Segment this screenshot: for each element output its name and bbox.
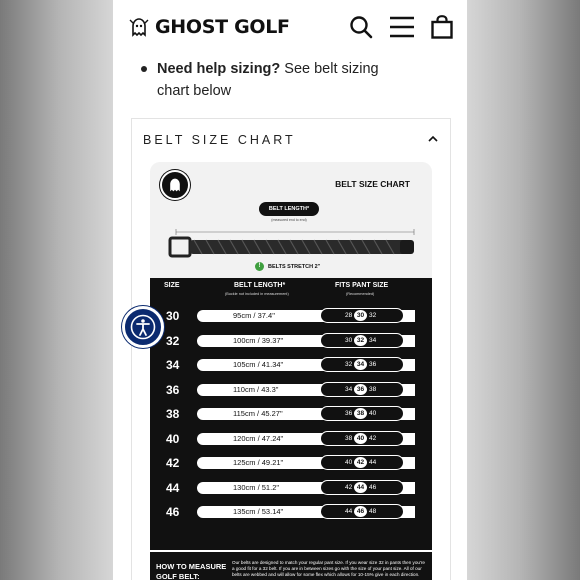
row-size: 34 bbox=[166, 358, 180, 372]
table-row bbox=[150, 378, 432, 403]
fits-pill bbox=[320, 308, 404, 323]
mobile-page bbox=[113, 0, 467, 580]
row-size: 44 bbox=[166, 480, 180, 495]
stretch-icon: ! bbox=[255, 262, 264, 271]
fits-high: 40 bbox=[369, 410, 377, 417]
stretch-label: BELTS STRETCH 2" bbox=[268, 263, 321, 270]
row-size: 32 bbox=[166, 333, 180, 348]
brand-logo[interactable] bbox=[129, 16, 290, 38]
row-length: 125cm / 49.21" bbox=[233, 458, 284, 467]
fits-high: 42 bbox=[369, 434, 377, 442]
row-size: 30 bbox=[166, 309, 180, 323]
belt-length-note: (measured end to end) bbox=[271, 218, 307, 222]
table-row bbox=[150, 500, 432, 525]
fits-low: 36 bbox=[345, 410, 353, 417]
fits-mid: 36 bbox=[354, 384, 367, 395]
row-size: 38 bbox=[166, 407, 180, 421]
table-row bbox=[150, 304, 432, 329]
table-row bbox=[150, 427, 432, 452]
stretch-note bbox=[255, 262, 320, 271]
fits-low: 40 bbox=[345, 459, 353, 466]
cart-icon[interactable] bbox=[431, 15, 453, 39]
fits-pill bbox=[320, 480, 404, 495]
fits-pill bbox=[320, 382, 404, 397]
ghost-logo-icon bbox=[129, 17, 149, 37]
fits-mid: 34 bbox=[354, 359, 367, 370]
fits-pill bbox=[320, 357, 404, 372]
fits-low: 42 bbox=[345, 483, 353, 491]
sizing-help-text: See belt sizing chart below bbox=[157, 61, 379, 99]
row-size: 40 bbox=[166, 431, 180, 446]
fits-high: 48 bbox=[369, 508, 377, 515]
search-icon[interactable] bbox=[349, 15, 373, 39]
accessibility-icon bbox=[130, 314, 156, 340]
row-length: 95cm / 37.4" bbox=[233, 311, 275, 320]
fits-mid: 40 bbox=[354, 433, 367, 444]
fits-pill bbox=[320, 406, 404, 421]
chart-title: BELT SIZE CHART bbox=[335, 179, 410, 189]
fits-high: 46 bbox=[369, 483, 377, 491]
belt-illustration bbox=[162, 222, 424, 260]
col-length-note: (Buckle not included in measurement) bbox=[225, 292, 289, 296]
fits-mid: 38 bbox=[354, 408, 367, 419]
fits-mid: 42 bbox=[354, 457, 367, 468]
chart-header-panel bbox=[150, 162, 432, 278]
how-to-measure bbox=[150, 550, 432, 580]
col-fits: FITS PANT SIZE bbox=[335, 282, 389, 289]
row-length: 100cm / 39.37" bbox=[233, 335, 284, 345]
fits-low: 44 bbox=[345, 508, 353, 515]
fits-high: 38 bbox=[369, 385, 377, 393]
chevron-up-icon[interactable] bbox=[428, 135, 438, 142]
row-length: 105cm / 41.34" bbox=[233, 360, 284, 369]
row-size: 46 bbox=[166, 505, 180, 519]
row-size: 42 bbox=[166, 456, 180, 470]
row-size: 36 bbox=[166, 382, 180, 397]
brand-name: GHOST GOLF bbox=[155, 16, 290, 38]
fits-high: 36 bbox=[369, 361, 377, 368]
sizing-help-bold: Need help sizing? bbox=[157, 61, 281, 77]
fits-low: 32 bbox=[345, 361, 353, 368]
fits-mid: 46 bbox=[354, 506, 367, 517]
fits-mid: 32 bbox=[354, 335, 367, 346]
sizing-help-bullet bbox=[157, 58, 397, 102]
measure-text: Our belts are designed to match your regular pant size. If you wear size 32 in pants then you're a good fit for a 32 belt. If you are in between sizes go with the size of your pant size. All of our belts are webbed and will allow for some flex which allows for 10-15% give in each direction. bbox=[232, 560, 425, 578]
table-row bbox=[150, 353, 432, 378]
table-header bbox=[150, 278, 432, 302]
col-fits-note: (Recommended) bbox=[346, 292, 375, 296]
fits-high: 32 bbox=[369, 312, 377, 319]
fits-mid: 44 bbox=[354, 482, 367, 493]
fits-mid: 30 bbox=[354, 310, 367, 321]
fits-low: 38 bbox=[345, 434, 353, 442]
col-size: SIZE bbox=[164, 282, 180, 289]
col-length: BELT LENGTH* bbox=[234, 282, 286, 289]
fits-low: 30 bbox=[345, 336, 353, 344]
row-length: 115cm / 45.27" bbox=[233, 409, 283, 418]
size-chart-image bbox=[150, 162, 432, 580]
row-length: 110cm / 43.3" bbox=[233, 384, 279, 394]
fits-high: 44 bbox=[369, 459, 377, 466]
table-row bbox=[150, 402, 432, 427]
fits-high: 34 bbox=[369, 336, 377, 344]
fits-pill bbox=[320, 431, 404, 446]
fits-low: 28 bbox=[345, 312, 353, 319]
menu-icon[interactable] bbox=[389, 16, 415, 38]
belt-size-chart-accordion bbox=[131, 118, 451, 580]
accessibility-button[interactable] bbox=[122, 306, 164, 348]
table-row bbox=[150, 476, 432, 501]
measure-title: HOW TO MEASURE GOLF BELT: bbox=[156, 562, 227, 580]
size-table-body bbox=[150, 302, 432, 580]
accordion-title[interactable]: BELT SIZE CHART bbox=[143, 133, 296, 147]
row-length: 120cm / 47.24" bbox=[233, 433, 284, 443]
table-row bbox=[150, 451, 432, 476]
row-length: 130cm / 51.2" bbox=[233, 482, 280, 492]
fits-pill bbox=[320, 504, 404, 519]
ghost-badge-icon bbox=[160, 170, 190, 200]
site-header bbox=[113, 0, 467, 54]
row-length: 135cm / 53.14" bbox=[233, 507, 284, 516]
fits-pill bbox=[320, 333, 404, 348]
table-row bbox=[150, 329, 432, 354]
belt-length-pill: BELT LENGTH* bbox=[259, 202, 319, 216]
fits-pill bbox=[320, 455, 404, 470]
fits-low: 34 bbox=[345, 385, 353, 393]
